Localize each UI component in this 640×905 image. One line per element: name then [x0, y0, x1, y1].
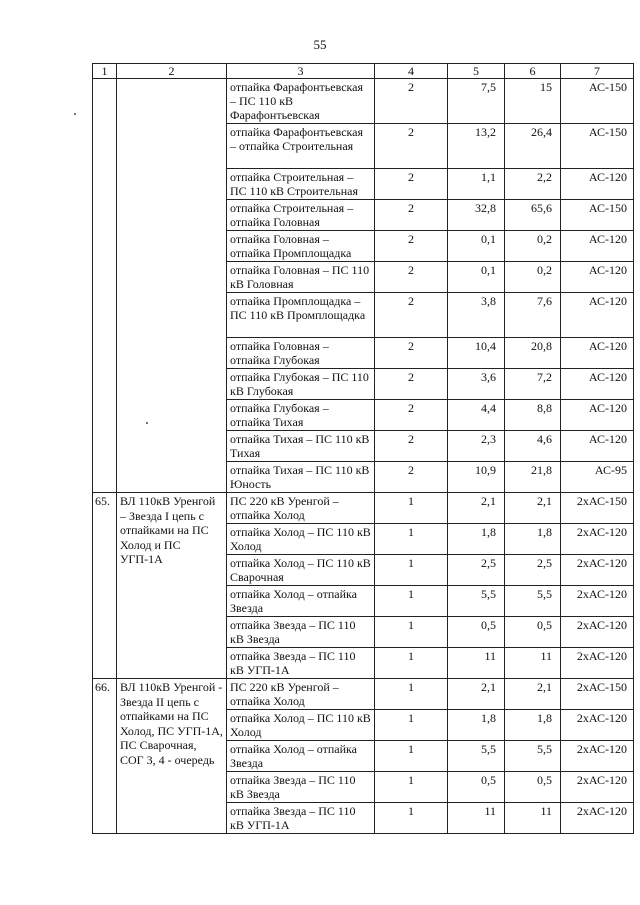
row-number-cell — [93, 79, 117, 493]
circuits-cell: 2 — [375, 200, 448, 231]
circuits-cell: 1 — [375, 493, 448, 524]
length-cell: 3,6 — [448, 369, 505, 400]
total-length-cell: 11 — [505, 803, 561, 834]
segment-cell: отпайка Строительная – отпайка Головная — [227, 200, 375, 231]
wire-mark-cell — [561, 369, 634, 400]
table-row — [93, 679, 634, 710]
circuits-cell: 2 — [375, 169, 448, 200]
wire-mark-cell — [561, 262, 634, 293]
wire-mark: АС-95 — [594, 463, 627, 477]
power-lines-table — [92, 63, 634, 834]
total-length-cell: 65,6 — [505, 200, 561, 231]
total-length-cell: 2,5 — [505, 555, 561, 586]
segment-cell: отпайка Холод – отпайка Звезда — [227, 586, 375, 617]
length-cell: 2,1 — [448, 679, 505, 710]
segment-cell: отпайка Холод – ПС 110 кВ Холод — [227, 524, 375, 555]
segment-cell: отпайка Фарафонтьевская – ПС 110 кВ Фарафонтьевская — [227, 79, 375, 124]
segment-cell: отпайка Звезда – ПС 110 кВ УГП-1А — [227, 803, 375, 834]
wire-mark: АС-120 — [588, 432, 627, 446]
total-length-cell: 20,8 — [505, 338, 561, 369]
length-cell: 2,1 — [448, 493, 505, 524]
wire-mark: АС-150 — [588, 201, 627, 215]
wire-mark-cell — [561, 400, 634, 431]
header-cell: 3 — [227, 64, 375, 79]
segment-cell: отпайка Звезда – ПС 110 кВ Звезда — [227, 617, 375, 648]
length-cell: 32,8 — [448, 200, 505, 231]
length-cell: 0,1 — [448, 231, 505, 262]
segment-cell: отпайка Строительная – ПС 110 кВ Строительная — [227, 169, 375, 200]
total-length-cell: 15 — [505, 79, 561, 124]
circuits-cell: 1 — [375, 679, 448, 710]
length-cell: 5,5 — [448, 586, 505, 617]
length-cell: 11 — [448, 803, 505, 834]
length-cell: 10,9 — [448, 462, 505, 493]
header-cell: 6 — [505, 64, 561, 79]
wire-mark-cell — [561, 79, 634, 124]
total-length-cell: 11 — [505, 648, 561, 679]
circuits-cell: 2 — [375, 124, 448, 169]
circuits-cell: 2 — [375, 231, 448, 262]
total-length-cell: 2,1 — [505, 679, 561, 710]
wire-mark-cell — [561, 124, 634, 169]
total-length-cell: 1,8 — [505, 710, 561, 741]
wire-mark: 2хАС-120 — [576, 525, 627, 539]
length-cell: 2,3 — [448, 431, 505, 462]
length-cell: 0,1 — [448, 262, 505, 293]
segment-cell: ПС 220 кВ Уренгой – отпайка Холод — [227, 679, 375, 710]
circuits-cell: 2 — [375, 79, 448, 124]
total-length-cell: 7,2 — [505, 369, 561, 400]
total-length-cell: 1,8 — [505, 524, 561, 555]
circuits-cell: 1 — [375, 741, 448, 772]
line-name-cell: ВЛ 110кВ Уренгой – Звезда I цепь с отпайками на ПС Холод и ПС УГП-1А — [117, 493, 227, 679]
segment-cell: отпайка Холод – ПС 110 кВ Холод — [227, 710, 375, 741]
wire-mark-cell — [561, 648, 634, 679]
total-length-cell: 4,6 — [505, 431, 561, 462]
total-length-cell: 5,5 — [505, 741, 561, 772]
wire-mark: 2хАС-120 — [576, 742, 627, 756]
segment-cell: отпайка Звезда – ПС 110 кВ УГП-1А — [227, 648, 375, 679]
segment-cell: отпайка Тихая – ПС 110 кВ Юность — [227, 462, 375, 493]
wire-mark: АС-120 — [588, 232, 627, 246]
total-length-cell: 0,2 — [505, 231, 561, 262]
wire-mark-cell — [561, 679, 634, 710]
length-cell: 10,4 — [448, 338, 505, 369]
wire-mark: 2хАС-120 — [576, 804, 627, 818]
page-number: 55 — [313, 37, 327, 52]
wire-mark: 2хАС-120 — [576, 711, 627, 725]
length-cell: 1,8 — [448, 710, 505, 741]
header-cell: 1 — [93, 64, 117, 79]
circuits-cell: 2 — [375, 369, 448, 400]
circuits-cell: 2 — [375, 462, 448, 493]
circuits-cell: 2 — [375, 262, 448, 293]
circuits-cell: 1 — [375, 586, 448, 617]
circuits-cell: 2 — [375, 400, 448, 431]
table-row — [93, 79, 634, 124]
segment-cell: отпайка Глубокая – ПС 110 кВ Глубокая — [227, 369, 375, 400]
wire-mark: 2хАС-120 — [576, 587, 627, 601]
wire-mark-cell — [561, 524, 634, 555]
length-cell: 1,1 — [448, 169, 505, 200]
total-length-cell: 21,8 — [505, 462, 561, 493]
wire-mark: 2хАС-120 — [576, 649, 627, 663]
wire-mark-cell — [561, 338, 634, 369]
length-cell: 4,4 — [448, 400, 505, 431]
wire-mark-cell — [561, 431, 634, 462]
wire-mark-cell — [561, 555, 634, 586]
total-length-cell: 8,8 — [505, 400, 561, 431]
wire-mark-cell — [561, 169, 634, 200]
total-length-cell: 0,5 — [505, 617, 561, 648]
circuits-cell: 1 — [375, 803, 448, 834]
wire-mark: АС-120 — [588, 170, 627, 184]
length-cell: 13,2 — [448, 124, 505, 169]
wire-mark-cell — [561, 493, 634, 524]
circuits-cell: 2 — [375, 338, 448, 369]
segment-cell: отпайка Фарафонтьевская – отпайка Строительная — [227, 124, 375, 169]
wire-mark: АС-120 — [588, 339, 627, 353]
length-cell: 2,5 — [448, 555, 505, 586]
header-cell: 7 — [561, 64, 634, 79]
segment-cell: ПС 220 кВ Уренгой – отпайка Холод — [227, 493, 375, 524]
circuits-cell: 1 — [375, 524, 448, 555]
total-length-cell: 7,6 — [505, 293, 561, 338]
circuits-cell: 1 — [375, 617, 448, 648]
length-cell: 11 — [448, 648, 505, 679]
header-cell: 2 — [117, 64, 227, 79]
wire-mark: 2хАС-150 — [576, 494, 627, 508]
length-cell: 1,8 — [448, 524, 505, 555]
length-cell: 5,5 — [448, 741, 505, 772]
line-name-cell — [117, 79, 227, 493]
total-length-cell: 5,5 — [505, 586, 561, 617]
segment-cell: отпайка Холод – ПС 110 кВ Сварочная — [227, 555, 375, 586]
length-cell: 7,5 — [448, 79, 505, 124]
segment-cell: отпайка Головная – ПС 110 кВ Головная — [227, 262, 375, 293]
scan-speck — [74, 113, 76, 115]
segment-cell: отпайка Головная – отпайка Глубокая — [227, 338, 375, 369]
row-number-cell: 65. — [93, 493, 117, 679]
circuits-cell: 2 — [375, 431, 448, 462]
segment-cell: отпайка Звезда – ПС 110 кВ Звезда — [227, 772, 375, 803]
wire-mark-cell — [561, 293, 634, 338]
length-cell: 0,5 — [448, 617, 505, 648]
circuits-cell: 1 — [375, 555, 448, 586]
total-length-cell: 26,4 — [505, 124, 561, 169]
wire-mark-cell — [561, 200, 634, 231]
circuits-cell: 1 — [375, 648, 448, 679]
circuits-cell: 2 — [375, 293, 448, 338]
wire-mark-cell — [561, 586, 634, 617]
wire-mark: 2хАС-150 — [576, 680, 627, 694]
wire-mark-cell — [561, 772, 634, 803]
table-body — [93, 64, 634, 834]
header-row — [93, 64, 634, 79]
wire-mark: 2хАС-120 — [576, 618, 627, 632]
wire-mark: АС-150 — [588, 125, 627, 139]
wire-mark: АС-120 — [588, 263, 627, 277]
total-length-cell: 2,1 — [505, 493, 561, 524]
length-cell: 3,8 — [448, 293, 505, 338]
wire-mark-cell — [561, 710, 634, 741]
wire-mark-cell — [561, 617, 634, 648]
table-row — [93, 493, 634, 524]
wire-mark: АС-150 — [588, 80, 627, 94]
total-length-cell: 2,2 — [505, 169, 561, 200]
segment-cell: отпайка Глубокая – отпайка Тихая — [227, 400, 375, 431]
wire-mark-cell — [561, 803, 634, 834]
row-number-cell: 66. — [93, 679, 117, 834]
wire-mark-cell — [561, 462, 634, 493]
line-name-cell: ВЛ 110кВ Уренгой - Звезда II цепь с отпайками на ПС Холод, ПС УГП-1А, ПС Сварочная, СОГ 3, 4 - очередь — [117, 679, 227, 834]
circuits-cell: 1 — [375, 772, 448, 803]
wire-mark: 2хАС-120 — [576, 556, 627, 570]
total-length-cell: 0,5 — [505, 772, 561, 803]
header-cell: 4 — [375, 64, 448, 79]
wire-mark-cell — [561, 741, 634, 772]
wire-mark: 2хАС-120 — [576, 773, 627, 787]
segment-cell: отпайка Тихая – ПС 110 кВ Тихая — [227, 431, 375, 462]
wire-mark: АС-120 — [588, 370, 627, 384]
circuits-cell: 1 — [375, 710, 448, 741]
wire-mark: АС-120 — [588, 294, 627, 308]
total-length-cell: 0,2 — [505, 262, 561, 293]
wire-mark-cell — [561, 231, 634, 262]
wire-mark: АС-120 — [588, 401, 627, 415]
length-cell: 0,5 — [448, 772, 505, 803]
header-cell: 5 — [448, 64, 505, 79]
segment-cell: отпайка Промплощадка – ПС 110 кВ Промплощадка — [227, 293, 375, 338]
segment-cell: отпайка Головная – отпайка Промплощадка — [227, 231, 375, 262]
segment-cell: отпайка Холод – отпайка Звезда — [227, 741, 375, 772]
